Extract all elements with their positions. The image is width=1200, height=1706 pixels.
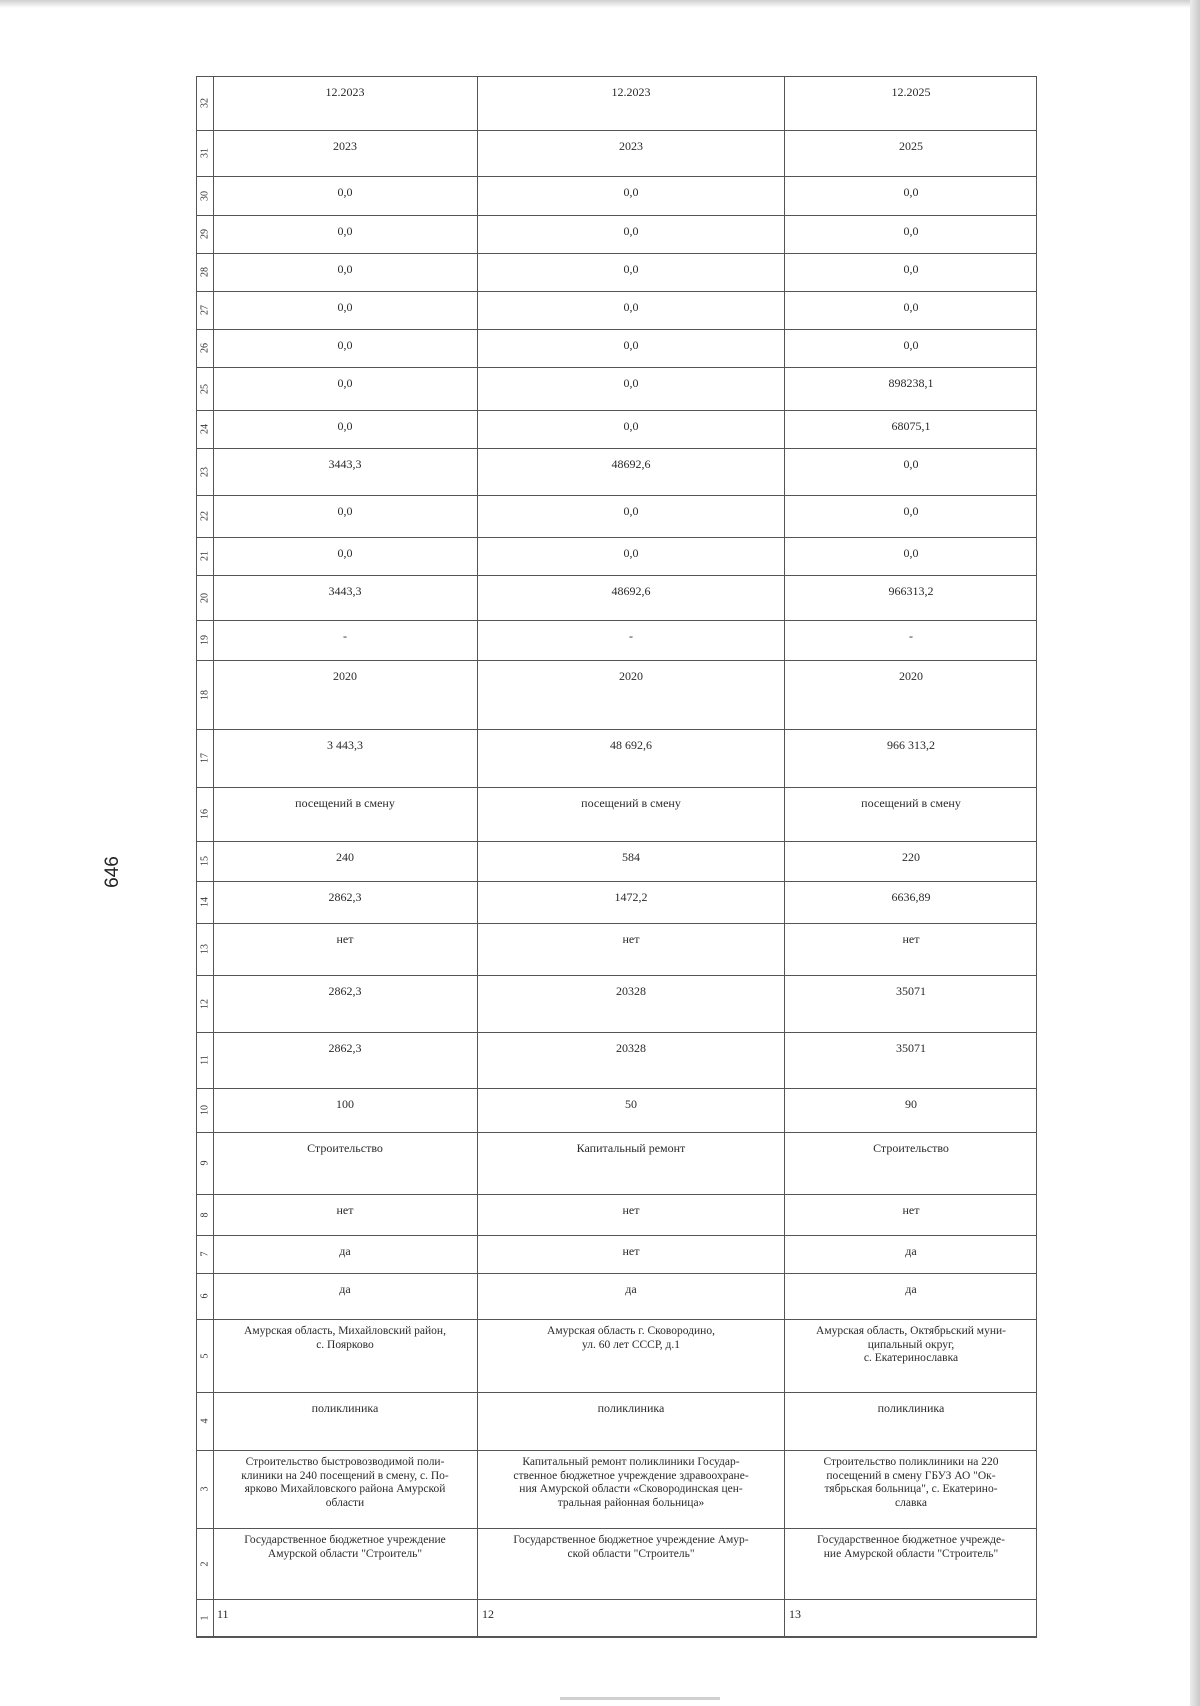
row-number-label: 10 [199,1105,210,1115]
table-cell: 898238,1 [888,376,934,390]
table-cell: 11 [213,1599,478,1637]
table-cell: 0,0 [213,291,478,329]
row-number-label: 2 [199,1561,210,1566]
table-cell: 2020 [899,669,923,683]
table-row [196,1528,1037,1600]
row-number-label: 12 [199,998,210,1009]
table-row [196,1088,1037,1133]
table-cell: 12.2023 [213,76,478,130]
row-number [196,495,214,537]
row-number-label: 11 [199,1055,210,1065]
table-cell: 966 313,2 [887,738,935,752]
table-cell: Капитальный ремонт [478,1132,785,1194]
table-cell: да [478,1273,785,1319]
table-cell: 48692,6 [478,575,785,620]
table-cell: 0,0 [213,329,478,367]
table-cell: поликлиника [877,1401,945,1415]
table-cell: 0,0 [478,176,785,215]
row-number [196,660,214,729]
row-number [196,841,214,881]
table-cell: 0,0 [478,215,785,253]
table-row [196,1319,1037,1393]
table-row [196,215,1037,254]
row-number-label: 30 [199,190,210,201]
table-cell: 220 [902,850,920,864]
row-number [196,923,214,975]
table-cell: - [478,620,785,660]
row-number-label: 31 [199,148,210,158]
table-cell: 13 [789,1607,801,1621]
table-cell: 0,0 [213,495,478,537]
table-row [196,841,1037,882]
row-number [196,787,214,841]
table-row [196,76,1037,131]
row-number-label: 19 [199,635,210,645]
table-cell: 2862,3 [213,881,478,923]
table-row [196,1450,1037,1529]
table-cell: 20328 [478,975,785,1032]
table-cell: 0,0 [478,537,785,575]
table-cell: 50 [478,1088,785,1132]
table-cell: 6636,89 [891,890,931,904]
row-number [196,1235,214,1273]
table-cell: нет [478,1194,785,1235]
table-cell: 3 443,3 [213,729,478,787]
table-cell: 240 [213,841,478,881]
table-cell: 48692,6 [478,448,785,495]
table-cell: 2862,3 [213,975,478,1032]
table-row [196,975,1037,1033]
table-cell: да [905,1244,917,1258]
table-cell: Строительство поликлиники на 220 посещений в смену ГБУЗ АО "Ок- тябрьская больница", с. Екатерино- славка [823,1456,999,1509]
row-number-label: 21 [199,551,210,561]
row-number-label: 20 [199,592,210,603]
table-row [196,448,1037,496]
row-number-label: 25 [199,383,210,394]
table-cell: Строительство [873,1141,949,1155]
row-number [196,448,214,495]
table-cell: нет [478,923,785,975]
row-number [196,729,214,787]
page-number: 646 [102,856,123,888]
row-number [196,1194,214,1235]
table-cell: да [213,1273,478,1319]
table-cell: 2862,3 [213,1032,478,1088]
table-cell: Строительство быстровозводимой поли- клиники на 240 посещений в смену, с. По- ярково Михайловского района Амурской области [213,1450,478,1528]
table-row [196,660,1037,730]
row-number-label: 18 [199,689,210,700]
scan-smudge [560,1697,720,1700]
table-row [196,1194,1037,1236]
table-cell: 0,0 [213,410,478,448]
table-row [196,1132,1037,1195]
table-cell: посещений в смену [861,796,961,810]
table-cell: 0,0 [213,176,478,215]
table-cell: 35071 [896,1041,926,1055]
table-row [196,329,1037,368]
table-row [196,410,1037,449]
table-cell: 0,0 [478,253,785,291]
table-cell: 0,0 [903,300,919,314]
row-number [196,881,214,923]
row-number-label: 32 [199,98,210,108]
row-number [196,975,214,1032]
table-row [196,620,1037,661]
table-cell: 0,0 [213,215,478,253]
table-cell: нет [213,1194,478,1235]
table-row [196,253,1037,292]
table-cell: Государственное бюджетное учрежде- ние Амурской области "Строитель" [817,1534,1005,1560]
row-number-label: 28 [199,267,210,277]
row-number [196,130,214,176]
table-cell: 2020 [478,660,785,729]
row-number [196,1450,214,1528]
table-cell: 0,0 [478,495,785,537]
table-cell: 100 [213,1088,478,1132]
table-cell: 2025 [899,139,923,153]
row-number [196,1319,214,1392]
table-cell: 0,0 [903,457,919,471]
table-row [196,1273,1037,1320]
row-number [196,291,214,329]
row-number-label: 16 [199,809,210,819]
row-number-label: 5 [199,1353,210,1358]
table-cell: Капитальный ремонт поликлиники Государ- ственное бюджетное учреждение здравоохране- ния Амурской области «Сковородинская цен- тральная районная больница» [478,1450,785,1528]
row-number-label: 26 [199,343,210,353]
row-number [196,410,214,448]
table-row [196,881,1037,924]
table-cell: Амурская область, Михайловский район, с. Поярково [213,1319,478,1392]
table-row [196,367,1037,411]
table-row [196,1599,1037,1638]
table-row [196,1392,1037,1451]
row-number-label: 15 [199,856,210,866]
table-cell: 0,0 [903,185,919,199]
table-cell: поликлиника [213,1392,478,1450]
table-cell: нет [213,923,478,975]
row-number-label: 6 [199,1293,210,1299]
table-cell: Строительство [213,1132,478,1194]
row-number [196,1392,214,1450]
table-cell: поликлиника [478,1392,785,1450]
table-cell: 12.2025 [891,85,931,99]
table-cell: 0,0 [903,504,919,518]
table-cell: нет [478,1235,785,1273]
row-number [196,329,214,367]
table-row [196,1235,1037,1274]
row-number [196,620,214,660]
row-number [196,253,214,291]
table-cell: 12 [478,1599,785,1637]
table-cell: посещений в смену [478,787,785,841]
row-number [196,367,214,410]
table-row [196,1032,1037,1089]
row-number-label: 29 [199,229,210,239]
table-cell: 0,0 [213,253,478,291]
row-number-label: 4 [199,1418,210,1424]
table-row [196,291,1037,330]
table-cell: 48 692,6 [478,729,785,787]
table-row [196,575,1037,621]
table-cell: 3443,3 [213,575,478,620]
row-number-label: 13 [199,944,210,954]
table-cell: - [213,620,478,660]
row-number [196,575,214,620]
table-cell: 68075,1 [891,419,931,433]
table-row [196,176,1037,216]
row-number-label: 8 [199,1212,210,1217]
table-row [196,537,1037,576]
row-number [196,1273,214,1319]
table-cell: посещений в смену [213,787,478,841]
table-cell: 1472,2 [478,881,785,923]
table-cell: 2023 [213,130,478,176]
table-cell: да [905,1282,917,1296]
table-cell: Амурская область г. Сковородино, ул. 60 лет СССР, д.1 [478,1319,785,1392]
table-cell: 2023 [478,130,785,176]
row-number-label: 7 [199,1251,210,1257]
table-cell: Амурская область, Октябрьский муни- ципальный округ, с. Екатеринославка [816,1325,1006,1364]
table-cell: нет [902,932,920,946]
row-number-label: 9 [199,1160,210,1166]
row-number-label: 22 [199,511,210,521]
table-cell: 0,0 [478,291,785,329]
table-cell: 20328 [478,1032,785,1088]
row-number-label: 17 [199,753,210,763]
row-number [196,176,214,215]
row-number-label: 27 [199,305,210,315]
table-cell: 0,0 [213,537,478,575]
table-row [196,787,1037,842]
table-row [196,495,1037,538]
row-number-label: 14 [199,897,210,907]
row-number-label: 24 [199,424,210,434]
table-row [196,130,1037,177]
table-cell: 0,0 [903,262,919,276]
table-cell: 0,0 [478,367,785,410]
table-cell: 0,0 [213,367,478,410]
row-number-label: 23 [199,466,210,477]
table-cell: Государственное бюджетное учреждение Амур- ской области "Строитель" [478,1528,785,1599]
table-cell: 12.2023 [478,76,785,130]
row-number [196,76,214,130]
row-number [196,537,214,575]
table-cell: 3443,3 [213,448,478,495]
table-cell: 0,0 [903,224,919,238]
table-cell: да [213,1235,478,1273]
table-cell: 0,0 [478,329,785,367]
row-number [196,1032,214,1088]
table-cell: 584 [478,841,785,881]
table-cell: 0,0 [903,546,919,560]
row-number [196,215,214,253]
table-cell: 90 [905,1097,917,1111]
table-row [196,923,1037,976]
table-cell: 35071 [896,984,926,998]
table-row [196,729,1037,788]
table-cell: Государственное бюджетное учреждение Амурской области "Строитель" [213,1528,478,1599]
table-cell: - [909,629,913,643]
table-cell: 0,0 [903,338,919,352]
table-cell: 0,0 [478,410,785,448]
row-number-label: 1 [199,1615,210,1621]
row-number-label: 3 [199,1486,210,1492]
row-number [196,1132,214,1194]
row-number [196,1599,214,1637]
table-cell: 2020 [213,660,478,729]
table-cell: нет [902,1203,920,1217]
row-number [196,1088,214,1132]
table-cell: 966313,2 [888,584,934,598]
row-number [196,1528,214,1599]
